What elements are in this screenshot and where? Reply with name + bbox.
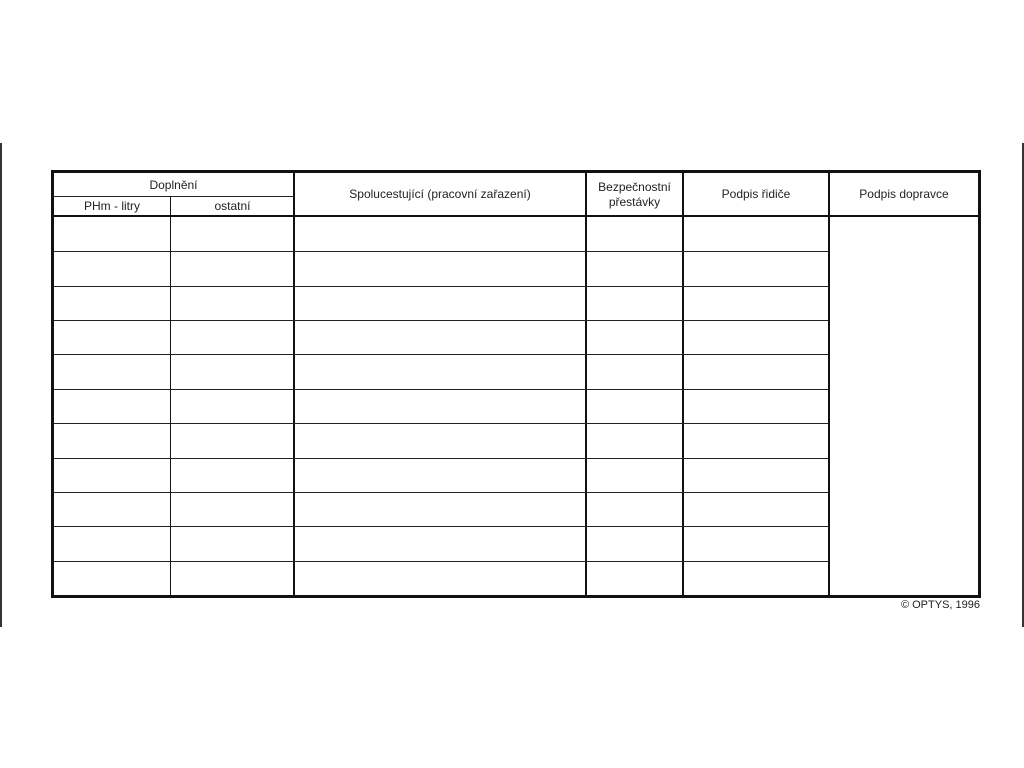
header-spolucestujici xyxy=(295,173,585,216)
logbook-form-table xyxy=(51,170,981,598)
header-phm-litry-label: PHm - litry xyxy=(84,199,140,213)
column-divider xyxy=(682,173,684,595)
copyright-note: © OPTYS, 1996 xyxy=(900,599,980,611)
column-divider xyxy=(828,173,830,595)
header-bezpecnostni-prestavky xyxy=(587,173,682,216)
header-sub-divider xyxy=(54,196,293,197)
column-divider xyxy=(293,173,295,595)
column-divider xyxy=(170,217,171,595)
column-divider xyxy=(585,173,587,595)
header-podpis-dopravce xyxy=(830,173,978,216)
header-podpis-dopravce-label: Podpis dopravce xyxy=(859,187,949,201)
header-ostatni-label: ostatní xyxy=(214,199,251,213)
left-page-edge xyxy=(0,143,2,627)
header-bezpecnostni-line1: Bezpečnostní xyxy=(598,179,671,194)
header-podpis-ridice-label: Podpis řidiče xyxy=(721,187,791,201)
header-doplneni-label: Doplnění xyxy=(149,177,198,192)
header-spolucestujici-label: Spolucestující (pracovní zařazení) xyxy=(349,187,531,201)
header-ostatni xyxy=(172,197,293,216)
header-bezpecnostni-line2: přestávky xyxy=(608,194,661,209)
header-bottom-divider xyxy=(54,215,978,217)
header-phm-litry xyxy=(54,197,170,216)
header-doplneni xyxy=(54,173,293,197)
header-podpis-ridice xyxy=(684,173,828,216)
